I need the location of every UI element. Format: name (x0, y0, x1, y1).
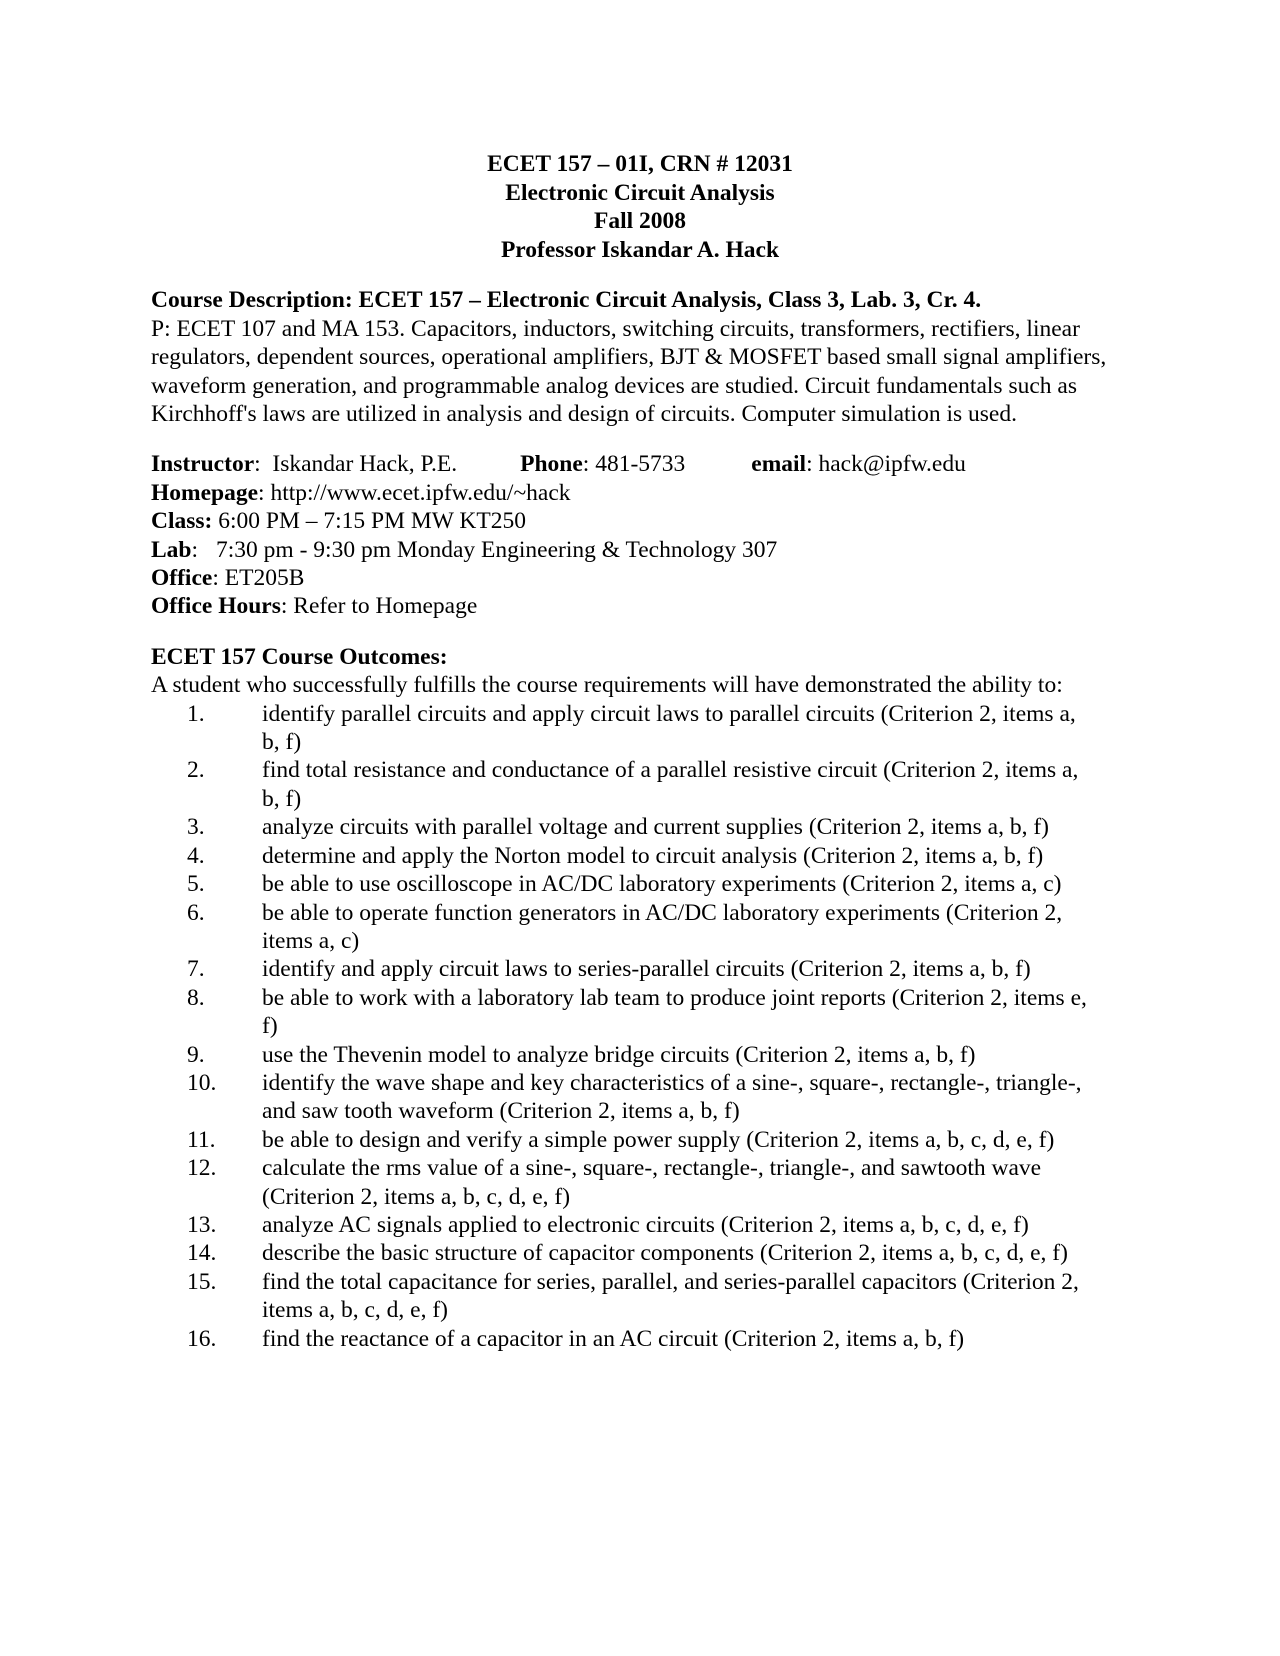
list-item-number: 11. (187, 1126, 216, 1153)
office-label: Office (151, 565, 213, 592)
list-item-number: 7. (187, 956, 205, 983)
list-item (151, 700, 1131, 757)
office-line: Office: ET205B (151, 565, 305, 592)
homepage-label: Homepage (151, 479, 259, 506)
lab-label: Lab (151, 536, 192, 563)
list-item-number: 16. (187, 1325, 217, 1352)
list-item-number: 9. (187, 1041, 205, 1068)
list-item-text: find the total capacitance for series, parallel, and series-parallel capacitors (Criterion 2, items a, b, c, d, e, f) (262, 1268, 1079, 1324)
list-item-text: identify and apply circuit laws to series-parallel circuits (Criterion 2, items a, b, f) (262, 956, 1031, 983)
outcomes-list (151, 700, 1131, 1353)
instructor-value: Iskandar Hack, P.E. (272, 451, 458, 478)
list-item-number: 15. (187, 1268, 217, 1295)
course-header (149, 150, 1131, 264)
lab-value: 7:30 pm - 9:30 pm Monday Engineering & Technology 307 (216, 536, 778, 563)
list-item-number: 13. (187, 1211, 217, 1238)
office-value: ET205B (224, 565, 305, 592)
list-item (151, 813, 1131, 841)
list-item-number: 6. (187, 899, 205, 926)
phone-value: 481-5733 (595, 451, 686, 478)
list-item-number: 4. (187, 842, 205, 869)
outcomes-title: ECET 157 Course Outcomes: (151, 643, 448, 670)
list-item-text: be able to design and verify a simple power supply (Criterion 2, items a, b, c, d, e, f) (262, 1126, 1055, 1153)
list-item (151, 1268, 1131, 1325)
list-item-number: 1. (187, 700, 205, 727)
list-item (151, 1325, 1131, 1353)
list-item-text: analyze AC signals applied to electronic circuits (Criterion 2, items a, b, c, d, e, f) (262, 1211, 1029, 1238)
list-item-number: 3. (187, 814, 205, 841)
list-item-text: find total resistance and conductance of a parallel resistive circuit (Criterion 2, items a, b, f) (262, 757, 1079, 812)
list-item (151, 1126, 1131, 1154)
list-item (151, 899, 1131, 956)
list-item-number: 12. (187, 1155, 217, 1182)
outcomes-intro: A student who successfully fulfills the course requirements will have demonstrated the ability to: (151, 672, 1063, 699)
professor-name: Professor Iskandar A. Hack (500, 236, 780, 263)
description-heading: Course Description: ECET 157 – Electronic Circuit Analysis, Class 3, Lab. 3, Cr. 4. (151, 287, 982, 314)
list-item (151, 1239, 1131, 1267)
course-term: Fall 2008 (593, 208, 687, 235)
class-value: 6:00 PM – 7:15 PM MW KT250 (218, 508, 526, 535)
syllabus-page (151, 150, 1131, 1353)
email-value: hack@ipfw.edu (818, 451, 966, 478)
list-item-text: find the reactance of a capacitor in an AC circuit (Criterion 2, items a, b, f) (262, 1325, 965, 1352)
list-item-text: be able to use oscilloscope in AC/DC laboratory experiments (Criterion 2, items a, c) (262, 871, 1062, 898)
list-item-number: 5. (187, 871, 205, 898)
instructor-line: Instructor: Iskandar Hack, P.E. Phone: 481-5733 email: hack@ipfw.edu (151, 451, 966, 478)
list-item (151, 1041, 1131, 1069)
instructor-info (151, 450, 1131, 620)
list-item-text: analyze circuits with parallel voltage and current supplies (Criterion 2, items a, b, f) (262, 814, 1049, 841)
list-item-text: calculate the rms value of a sine-, square-, rectangle-, triangle-, and sawtooth wave (Criterion 2, items a, b, c, d, e, f) (262, 1155, 1042, 1210)
class-line (151, 507, 1131, 535)
list-item-number: 10. (187, 1069, 217, 1096)
list-item (151, 1069, 1131, 1126)
office-hours-label: Office Hours (151, 593, 281, 620)
course-code: ECET 157 – 01I, CRN # 12031 (487, 151, 793, 177)
class-label: Class: (151, 508, 213, 535)
list-item (151, 756, 1131, 813)
list-item (151, 1211, 1131, 1239)
list-item-text: describe the basic structure of capacitor components (Criterion 2, items a, b, c, d, e, f) (262, 1240, 1068, 1267)
phone-label: Phone (520, 451, 583, 478)
list-item (151, 955, 1131, 983)
homepage-line: Homepage: http://www.ecet.ipfw.edu/~hack (151, 479, 571, 506)
instructor-label: Instructor (151, 451, 255, 478)
list-item (151, 984, 1131, 1041)
homepage-link[interactable]: http://www.ecet.ipfw.edu/~hack (270, 479, 571, 506)
list-item (151, 1154, 1131, 1211)
list-item-text: be able to work with a laboratory lab team to produce joint reports (Criterion 2, items e, f) (262, 984, 1087, 1040)
list-item (151, 870, 1131, 898)
list-item-text: identify the wave shape and key characteristics of a sine-, square-, rectangle-, triangle-, and saw tooth waveform (Criterion 2, items a, b, f) (262, 1069, 1082, 1125)
course-description (151, 286, 1131, 428)
list-item-text: be able to operate function generators in AC/DC laboratory experiments (Criterion 2, items a, c) (262, 899, 1063, 954)
course-title: Electronic Circuit Analysis (505, 179, 775, 206)
list-item-number: 8. (187, 984, 205, 1011)
list-item-text: use the Thevenin model to analyze bridge circuits (Criterion 2, items a, b, f) (262, 1041, 976, 1068)
office-hours-line: Office Hours: Refer to Homepage (151, 593, 478, 620)
list-item (151, 842, 1131, 870)
email-label: email (751, 451, 807, 478)
list-item-number: 14. (187, 1240, 217, 1267)
list-item-number: 2. (187, 757, 205, 784)
office-hours-value: Refer to Homepage (293, 593, 478, 620)
description-body: P: ECET 107 and MA 153. Capacitors, inductors, switching circuits, transformers, rectifiers, linear regulators, dependent sources, operational amplifiers, BJT & MOSFET based small signal amplifiers, waveform generation, and programmable analog devices are studied. Circuit fundamentals such as Kirchhoff's laws are utilized in analysis and design of circuits. Computer simulation is used. (151, 315, 1107, 427)
list-item-text: determine and apply the Norton model to circuit analysis (Criterion 2, items a, b, f) (262, 842, 1044, 869)
list-item-text: identify parallel circuits and apply circuit laws to parallel circuits (Criterion 2, items a, b, f) (262, 700, 1076, 756)
lab-line: Lab: 7:30 pm - 9:30 pm Monday Engineering & Technology 307 (151, 536, 778, 563)
